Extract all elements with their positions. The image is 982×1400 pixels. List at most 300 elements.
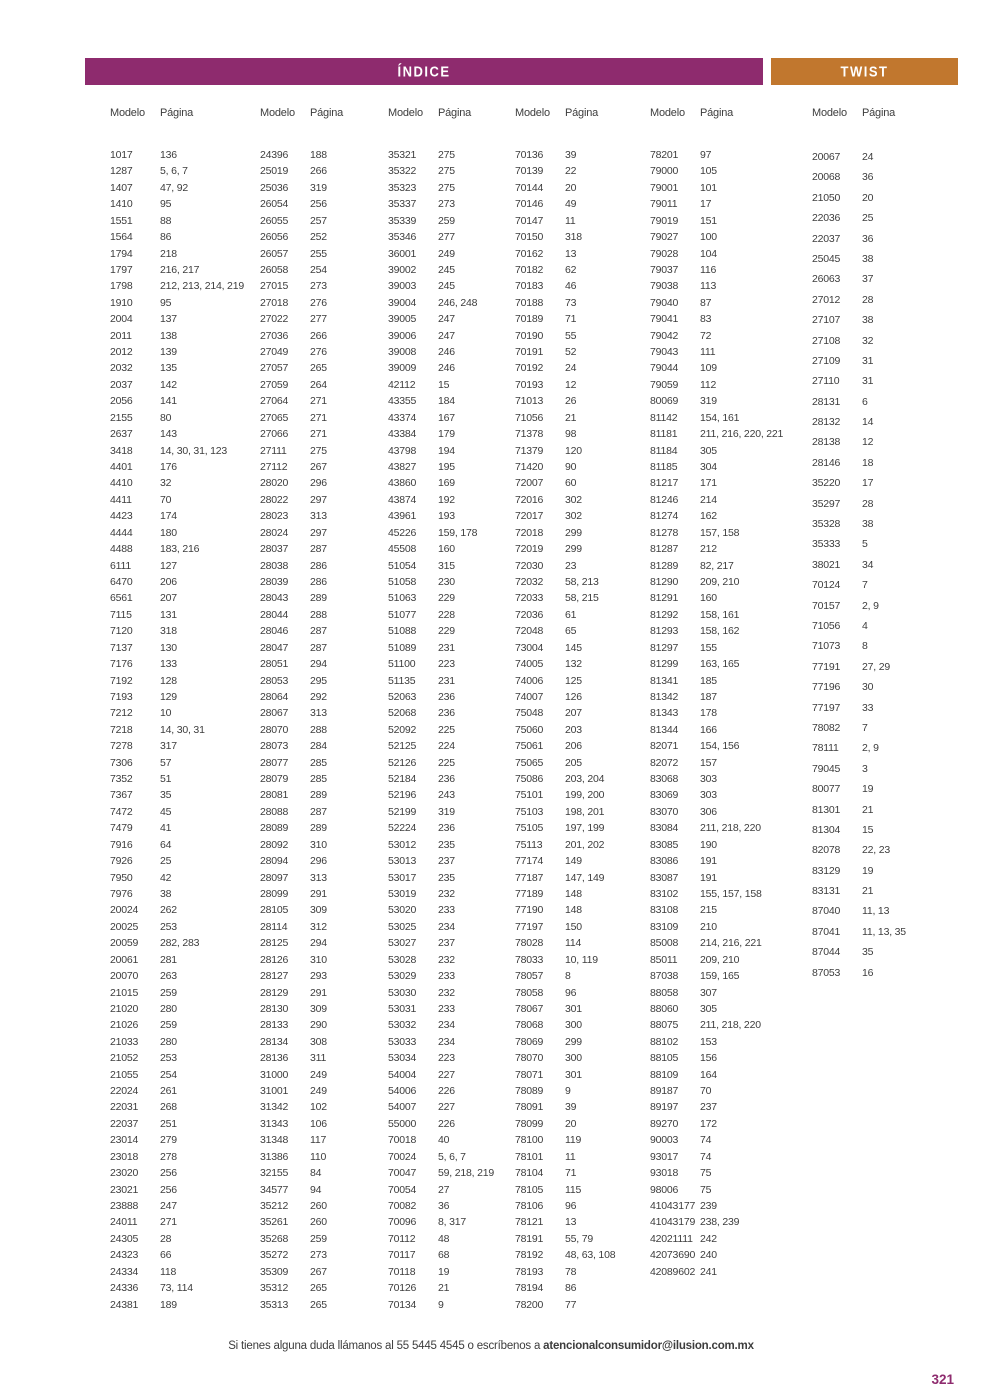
page-numbers: 313 [310,510,327,523]
index-row [650,574,800,590]
page-numbers: 71 [565,1167,577,1180]
model-number: 52184 [388,773,417,786]
model-number: 7479 [110,822,133,835]
index-row [110,590,260,606]
model-number: 35321 [388,149,417,161]
model-number: 24396 [260,149,289,161]
page-numbers: 225 [438,756,455,769]
page-numbers: 271 [310,395,327,408]
page-numbers: 311 [310,1052,327,1065]
model-number: 79044 [650,362,679,375]
index-row [650,590,800,606]
index-row [110,541,260,557]
model-number: 51058 [388,575,417,588]
page-numbers: 288 [310,723,327,736]
model-number: 28092 [260,838,289,851]
page-numbers: 260 [310,1216,327,1229]
model-number: 22037 [110,1117,139,1130]
page-numbers: 261 [160,1085,177,1098]
model-number: 7120 [110,625,133,638]
page-numbers: 318 [160,625,177,638]
model-number: 21026 [110,1019,139,1032]
index-row [110,607,260,623]
index-row [812,698,962,718]
model-number: 2155 [110,411,133,424]
page-numbers: 86 [565,1282,577,1295]
pagina-header: Página [700,107,734,119]
index-row [812,820,962,840]
model-number: 78089 [515,1085,544,1098]
model-number: 79037 [650,263,679,276]
index-row [812,800,962,820]
model-number: 70134 [388,1298,417,1311]
index-row [110,919,260,935]
model-number: 78071 [515,1068,544,1081]
page-numbers: 48, 63, 108 [565,1249,616,1262]
index-row [110,196,260,212]
index-row [110,1050,260,1066]
model-number: 4423 [110,510,133,523]
index-row [110,1017,260,1033]
model-number: 88075 [650,1019,679,1032]
index-row [812,514,962,534]
model-number: 20068 [812,171,841,184]
model-number: 4488 [110,543,133,556]
model-number: 22037 [812,232,841,245]
page-numbers: 4 [862,619,868,632]
index-row [650,459,800,475]
page-numbers: 280 [160,1035,177,1048]
page-numbers: 78 [565,1265,577,1278]
index-row [110,180,260,196]
model-number: 41043177 [650,1200,696,1212]
index-row [515,508,665,524]
page-numbers: 205 [565,756,582,769]
index-row [515,1132,665,1148]
model-number: 70117 [388,1249,416,1262]
model-number: 83068 [650,773,679,786]
model-number: 35312 [260,1282,289,1295]
model-number: 36001 [388,247,417,260]
page-numbers: 178 [700,707,717,720]
page-numbers: 232 [438,986,455,999]
model-number: 70096 [388,1216,417,1229]
model-number: 7278 [110,740,133,753]
page-numbers: 267 [310,1265,327,1278]
page-numbers: 236 [438,690,455,703]
page-numbers: 112 [700,378,717,391]
model-number: 6470 [110,575,133,588]
model-number: 28134 [260,1035,289,1048]
index-row [650,623,800,639]
page-numbers: 251 [160,1117,177,1130]
index-row [515,787,665,803]
model-number: 2037 [110,378,133,391]
index-row [650,656,800,672]
page-numbers: 299 [565,543,582,556]
model-number: 7192 [110,674,133,687]
model-number: 75086 [515,773,544,786]
index-row [515,1017,665,1033]
page-numbers: 276 [310,296,327,309]
index-row [812,432,962,452]
model-number: 28046 [260,625,289,638]
page-numbers: 282, 283 [160,937,200,950]
index-row [812,147,962,167]
page-numbers: 95 [160,198,172,211]
model-number: 35297 [812,497,841,510]
model-number: 51089 [388,641,417,654]
model-number: 51077 [388,608,417,621]
model-number: 87040 [812,905,841,918]
index-row [515,804,665,820]
page-numbers: 20 [565,1117,577,1130]
index-row [515,426,665,442]
index-row [110,1231,260,1247]
page-numbers: 188 [310,149,327,161]
page-numbers: 277 [310,313,327,326]
page-numbers: 38 [862,252,874,265]
index-row [110,656,260,672]
page-numbers: 264 [310,378,327,391]
index-row [650,902,800,918]
index-row [515,196,665,212]
model-number: 43874 [388,493,417,506]
index-row [650,1116,800,1132]
page-numbers: 148 [565,887,582,900]
page-numbers: 17 [700,198,712,211]
index-column-1 [110,107,260,1313]
model-number: 43374 [388,411,417,424]
page-numbers: 184 [438,395,455,408]
page-numbers: 275 [310,444,327,457]
page-numbers: 106 [310,1117,327,1130]
page-numbers: 259 [438,214,455,227]
index-row [650,163,800,179]
page-numbers: 249 [310,1068,327,1081]
model-number: 90003 [650,1134,679,1147]
page-numbers: 319 [438,805,455,818]
model-number: 81301 [812,803,841,816]
page-numbers: 87 [700,296,712,309]
page-numbers: 36 [862,171,874,184]
index-row [515,1149,665,1165]
index-row [110,1198,260,1214]
index-row [110,1001,260,1017]
index-row [812,229,962,249]
page-numbers: 265 [310,1298,327,1311]
page-numbers: 70 [700,1085,712,1098]
page-numbers: 154, 156 [700,740,740,753]
page-numbers: 241 [700,1265,717,1278]
model-number: 72032 [515,575,544,588]
index-row [110,673,260,689]
page-numbers: 163, 165 [700,658,740,671]
page-numbers: 281 [160,953,177,966]
index-row [650,1132,800,1148]
model-number: 85011 [650,953,678,966]
page-numbers: 126 [565,690,582,703]
model-number: 21052 [110,1052,139,1065]
model-number: 83131 [812,885,841,898]
index-row [110,262,260,278]
page-numbers: 35 [160,789,172,802]
model-number: 2011 [110,329,132,342]
model-number: 7926 [110,855,133,868]
index-row [515,213,665,229]
page-numbers: 308 [310,1035,327,1048]
model-number: 7176 [110,658,133,671]
model-number: 78091 [515,1101,544,1114]
model-number: 78069 [515,1035,544,1048]
page-numbers: 22 [565,165,577,178]
page-numbers: 159, 178 [438,526,478,539]
index-row [110,623,260,639]
index-row [515,262,665,278]
model-number: 21050 [812,191,841,204]
model-number: 28127 [260,970,289,983]
model-number: 78100 [515,1134,544,1147]
model-number: 35268 [260,1232,289,1245]
model-number: 31342 [260,1101,289,1114]
index-row [515,919,665,935]
model-number: 23014 [110,1134,139,1147]
page-numbers: 203, 204 [565,773,605,786]
model-number: 24305 [110,1232,139,1245]
model-number: 39004 [388,296,417,309]
page-numbers: 94 [310,1183,322,1196]
page-numbers: 109 [700,362,717,375]
page-numbers: 95 [160,296,172,309]
model-number: 28070 [260,723,289,736]
index-row [812,779,962,799]
model-number: 20059 [110,937,139,950]
model-number: 53034 [388,1052,417,1065]
page-numbers: 291 [310,887,327,900]
model-number: 70191 [515,346,544,359]
model-number: 35220 [812,477,841,490]
page-numbers: 62 [565,263,577,276]
index-row [812,636,962,656]
page-numbers: 35 [862,946,874,959]
page-numbers: 225 [438,723,455,736]
index-row [650,213,800,229]
model-number: 28089 [260,822,289,835]
model-number: 83102 [650,887,679,900]
model-number: 52196 [388,789,417,802]
index-row [110,1214,260,1230]
page-numbers: 307 [700,986,717,999]
index-row [812,453,962,473]
page-numbers: 13 [565,247,577,260]
page-numbers: 214 [700,493,717,506]
model-number: 79042 [650,329,679,342]
index-row [650,443,800,459]
index-row [650,180,800,196]
model-number: 26054 [260,198,289,211]
model-number: 70082 [388,1200,417,1212]
page-numbers: 247 [160,1200,177,1212]
model-number: 22024 [110,1085,139,1098]
model-number: 52092 [388,723,417,736]
index-row [515,492,665,508]
twist-column [812,107,962,983]
index-row [515,541,665,557]
page-numbers: 51 [160,773,172,786]
page-numbers: 73, 114 [160,1282,193,1295]
index-row [812,494,962,514]
model-number: 71420 [515,461,544,474]
index-row [110,1182,260,1198]
model-number: 81246 [650,493,679,506]
page-numbers: 235 [438,838,455,851]
page-numbers: 160 [700,592,717,605]
model-number: 80069 [650,395,679,408]
model-number: 54004 [388,1068,417,1081]
index-row [515,1067,665,1083]
model-number: 28126 [260,953,289,966]
page-numbers: 45 [160,805,172,818]
index-row [515,853,665,869]
page-numbers: 143 [160,428,177,441]
model-number: 31386 [260,1150,289,1163]
page-numbers: 41 [160,822,172,835]
model-number: 51088 [388,625,417,638]
index-row [650,755,800,771]
index-rows-5 [650,147,800,1280]
model-number: 78191 [515,1232,544,1245]
model-number: 79027 [650,231,679,244]
page-numbers: 164 [700,1068,717,1081]
model-number: 53028 [388,953,417,966]
index-row [515,590,665,606]
page-numbers: 210 [700,920,717,933]
model-number: 79000 [650,165,679,178]
page-numbers: 227 [438,1068,455,1081]
page-numbers: 317 [160,740,177,753]
index-row [515,1198,665,1214]
model-number: 81291 [650,592,679,605]
page-numbers: 18 [862,456,874,469]
model-number: 71379 [515,444,544,457]
model-number: 53025 [388,920,417,933]
page-numbers: 299 [565,1035,582,1048]
index-row [812,616,962,636]
model-number: 52224 [388,822,417,835]
index-row [515,705,665,721]
page-numbers: 289 [310,789,327,802]
model-number: 26058 [260,263,289,276]
modelo-header: Modelo [812,107,847,119]
page-numbers: 226 [438,1085,455,1098]
model-number: 87053 [812,966,841,979]
page-numbers: 77 [565,1298,577,1311]
model-number: 88060 [650,1002,679,1015]
index-row [812,269,962,289]
model-number: 82078 [812,844,841,857]
model-number: 70189 [515,313,544,326]
index-row [110,1297,260,1313]
page-numbers: 36 [862,232,874,245]
page-numbers: 275 [438,181,455,194]
index-row [515,180,665,196]
model-number: 79043 [650,346,679,359]
page-numbers: 11 [565,214,576,227]
model-number: 70136 [515,149,544,161]
model-number: 52063 [388,690,417,703]
index-row [515,935,665,951]
model-number: 27022 [260,313,289,326]
page-numbers: 216, 217 [160,263,200,276]
index-row [650,952,800,968]
page-numbers: 166 [700,723,717,736]
index-row [650,771,800,787]
model-number: 70183 [515,280,544,293]
model-number: 70188 [515,296,544,309]
index-row [110,689,260,705]
page-numbers: 13 [565,1216,577,1229]
model-number: 27018 [260,296,289,309]
page-numbers: 111 [700,346,716,359]
page-numbers: 39 [565,149,577,161]
model-number: 7472 [110,805,133,818]
model-number: 79045 [812,762,841,775]
modelo-header: Modelo [110,107,145,119]
column-headers [650,107,800,121]
model-number: 28136 [260,1052,289,1065]
page-numbers: 82, 217 [700,559,734,572]
model-number: 27049 [260,346,289,359]
page-numbers: 253 [160,1052,177,1065]
model-number: 28129 [260,986,289,999]
page-numbers: 236 [438,822,455,835]
model-number: 51054 [388,559,417,572]
model-number: 2032 [110,362,133,375]
model-number: 24011 [110,1216,138,1229]
page-numbers: 229 [438,625,455,638]
index-row [650,1264,800,1280]
page-numbers: 6 [862,395,868,408]
page-numbers: 7 [862,579,868,592]
page-numbers: 70 [160,493,172,506]
index-row [515,1050,665,1066]
model-number: 31348 [260,1134,289,1147]
page-numbers: 232 [438,887,455,900]
index-row [110,1116,260,1132]
index-row [515,738,665,754]
index-row [110,738,260,754]
index-row [515,722,665,738]
index-row [515,985,665,1001]
model-number: 27108 [812,334,841,347]
model-number: 54007 [388,1101,417,1114]
page-numbers: 167 [438,411,455,424]
model-number: 70147 [515,214,544,227]
index-row [650,525,800,541]
page-numbers: 286 [310,575,327,588]
model-number: 81185 [650,461,678,474]
model-number: 1407 [110,181,133,194]
index-row [650,738,800,754]
model-number: 78033 [515,953,544,966]
page-numbers: 236 [438,773,455,786]
page-numbers: 38 [862,518,874,531]
page-numbers: 52 [565,346,577,359]
index-row [650,295,800,311]
modelo-header: Modelo [650,107,685,119]
model-number: 81184 [650,444,678,457]
page-numbers: 110 [310,1150,327,1163]
